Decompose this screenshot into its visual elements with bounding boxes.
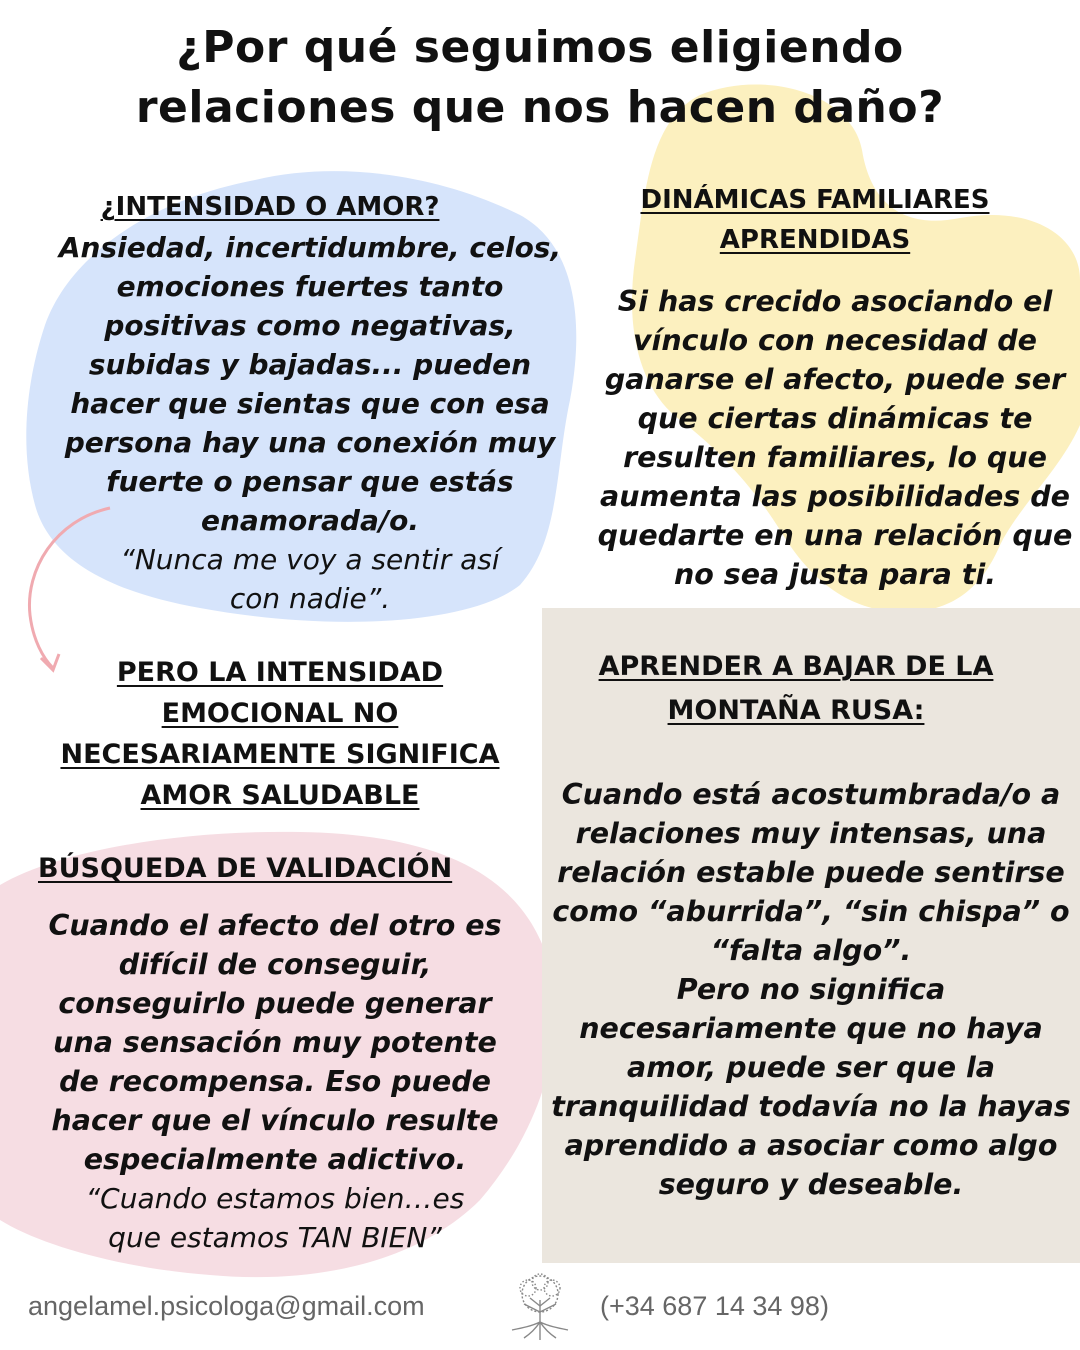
footer-phone[interactable]: (+34 687 14 34 98): [600, 1291, 829, 1321]
intensidad-body: Ansiedad, incertidumbre, celos, emociones fuertes tanto positivas como negativas, subidas y bajadas... pueden hacer que sientas que con esa persona hay una conexión muy fuerte o pensar que estás enamorada/o.: [58, 231, 562, 537]
title-line-2: relaciones que nos hacen daño?: [135, 82, 945, 133]
intensidad-heading: ¿INTENSIDAD O AMOR?: [100, 192, 440, 222]
page-title: [0, 18, 1080, 138]
section-montana: [548, 645, 1074, 1204]
montana-heading-line-1: APRENDER A BAJAR DE LA: [598, 651, 994, 682]
montana-body-1: Cuando está acostumbrada/o a relaciones muy intensas, una relación estable puede sentirse como “aburrida”, “sin chispa” o “falta algo”.: [552, 778, 1070, 967]
pero-line-3: NECESARIAMENTE SIGNIFICA: [60, 739, 500, 770]
section-dinamicas: [595, 180, 1075, 594]
dinamicas-body: Si has crecido asociando el vínculo con necesidad de ganarse el afecto, puede ser que ciertas dinámicas te resulten familiares, lo que aumenta las posibilidades de quedarte en una relación que no sea justa para ti.: [597, 285, 1073, 591]
validacion-body: Cuando el afecto del otro es difícil de conseguir, conseguirlo puede generar una sensación muy potente de recompensa. Eso puede hacer que el vínculo resulte especialmente adictivo.: [48, 909, 502, 1176]
dinamicas-heading-line-2: APRENDIDAS: [719, 225, 911, 255]
section-validacion: [30, 850, 520, 1257]
tree-of-life-icon: [502, 1270, 578, 1342]
montana-body-2: Pero no significa necesariamente que no haya amor, puede ser que la tranquilidad todavía no la hayas aprendido a asociar como algo seguro y deseable.: [551, 973, 1071, 1201]
validacion-quote: “Cuando estamos bien…es que estamos TAN BIEN”: [85, 1182, 465, 1254]
montana-heading-line-2: MONTAÑA RUSA:: [667, 695, 925, 726]
section-pero: [30, 652, 530, 816]
validacion-heading: BÚSQUEDA DE VALIDACIÓN: [38, 853, 453, 884]
pero-line-2: EMOCIONAL NO: [161, 698, 399, 729]
section-intensidad: [50, 188, 570, 618]
intensidad-quote: “Nunca me voy a sentir así con nadie”.: [120, 543, 500, 615]
footer-email[interactable]: angelamel.psicologa@gmail.com: [28, 1291, 425, 1321]
dinamicas-heading-line-1: DINÁMICAS FAMILIARES: [640, 185, 990, 215]
pero-line-4: AMOR SALUDABLE: [140, 780, 420, 811]
pero-line-1: PERO LA INTENSIDAD: [116, 657, 444, 688]
title-line-1: ¿Por qué seguimos eligiendo: [176, 22, 904, 73]
